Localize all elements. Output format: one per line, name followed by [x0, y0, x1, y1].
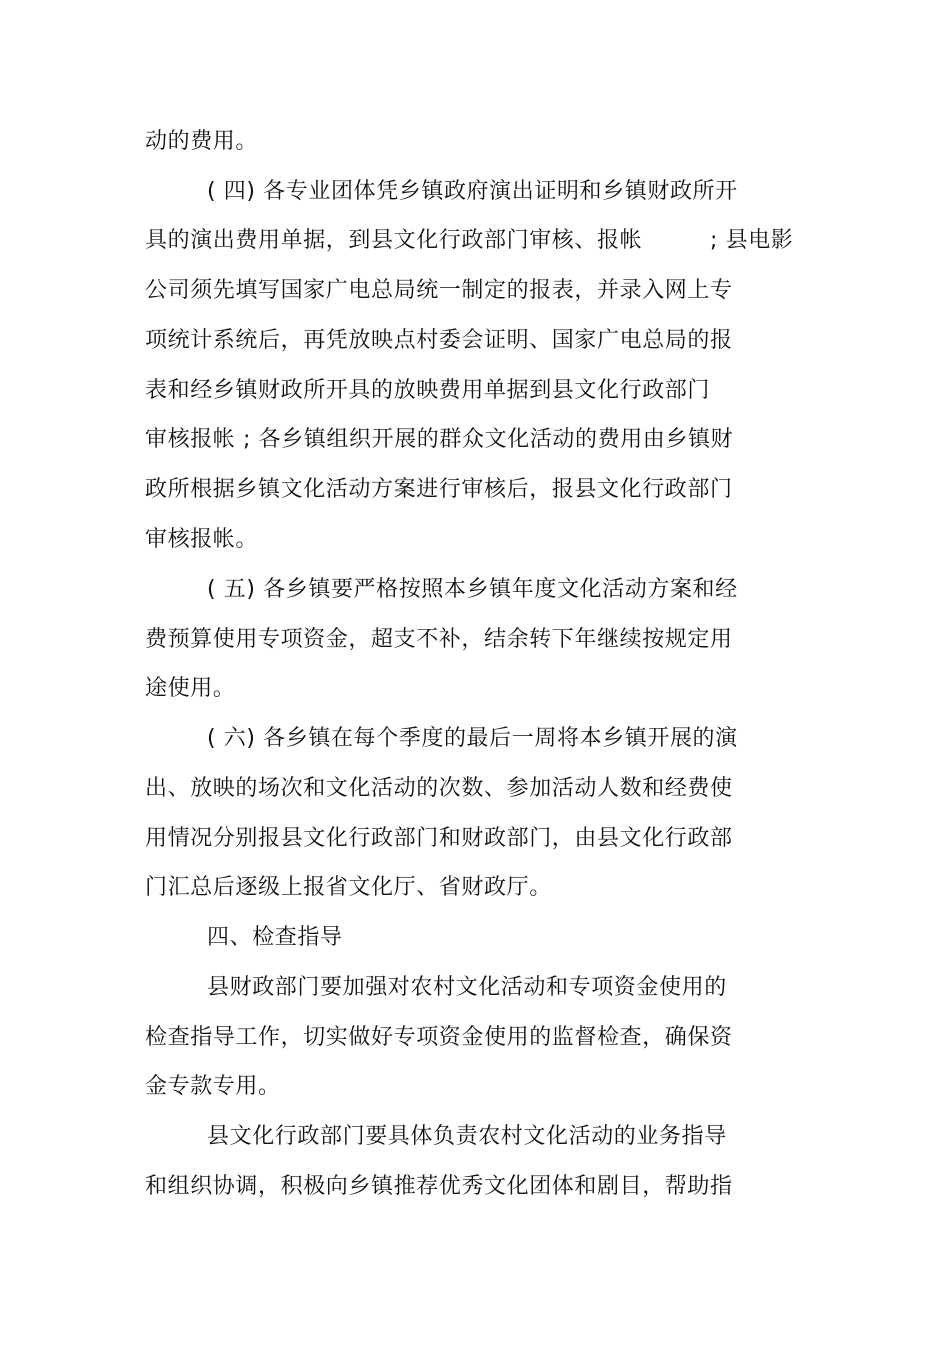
text-line: 县财政部门要加强对农村文化活动和专项资金使用的 — [207, 975, 727, 1000]
section-heading: 四、检查指导 — [207, 925, 343, 950]
text-line: 用情况分别报县文化行政部门和财政部门，由县文化行政部 — [145, 826, 733, 851]
text-line: 和组织协调，积极向乡镇推荐优秀文化团体和剧目，帮助指 — [145, 1174, 733, 1199]
text-line: 公司须先填写国家广电总局统一制定的报表，并录入网上专 — [145, 278, 733, 303]
text-line: 审核报帐 ; 各乡镇组织开展的群众文化活动的费用由乡镇财 — [145, 427, 734, 452]
text-line: 金专款专用。 — [145, 1074, 281, 1099]
text-line: 表和经乡镇财政所开具的放映费用单据到县文化行政部门 — [145, 378, 711, 403]
text-line: 项统计系统后，再凭放映点村委会证明、国家广电总局的报 — [145, 328, 733, 353]
text-line: 出、放映的场次和文化活动的次数、参加活动人数和经费使 — [145, 776, 733, 801]
text-line: 政所根据乡镇文化活动方案进行审核后，报县文化行政部门 — [145, 477, 733, 502]
text-line: ( 六) 各乡镇在每个季度的最后一周将本乡镇开展的演 — [207, 726, 738, 751]
text-line: ( 五) 各乡镇要严格按照本乡镇年度文化活动方案和经 — [207, 577, 738, 602]
text-line: 审核报帐。 — [145, 527, 259, 552]
text-line: 具的演出费用单据，到县文化行政部门审核、报帐 ; 县电影 — [145, 228, 794, 253]
text-line: 门汇总后逐级上报省文化厅、省财政厅。 — [145, 875, 552, 900]
text-line: 费预算使用专项资金，超支不补，结余转下年继续按规定用 — [145, 627, 733, 652]
text-line: 动的费用。 — [145, 129, 259, 154]
text-line: 途使用。 — [145, 676, 236, 701]
text-line: ( 四) 各专业团体凭乡镇政府演出证明和乡镇财政所开 — [207, 179, 738, 204]
text-line: 县文化行政部门要具体负责农村文化活动的业务指导 — [207, 1124, 727, 1149]
text-line: 检查指导工作，切实做好专项资金使用的监督检查，确保资 — [145, 1025, 733, 1050]
